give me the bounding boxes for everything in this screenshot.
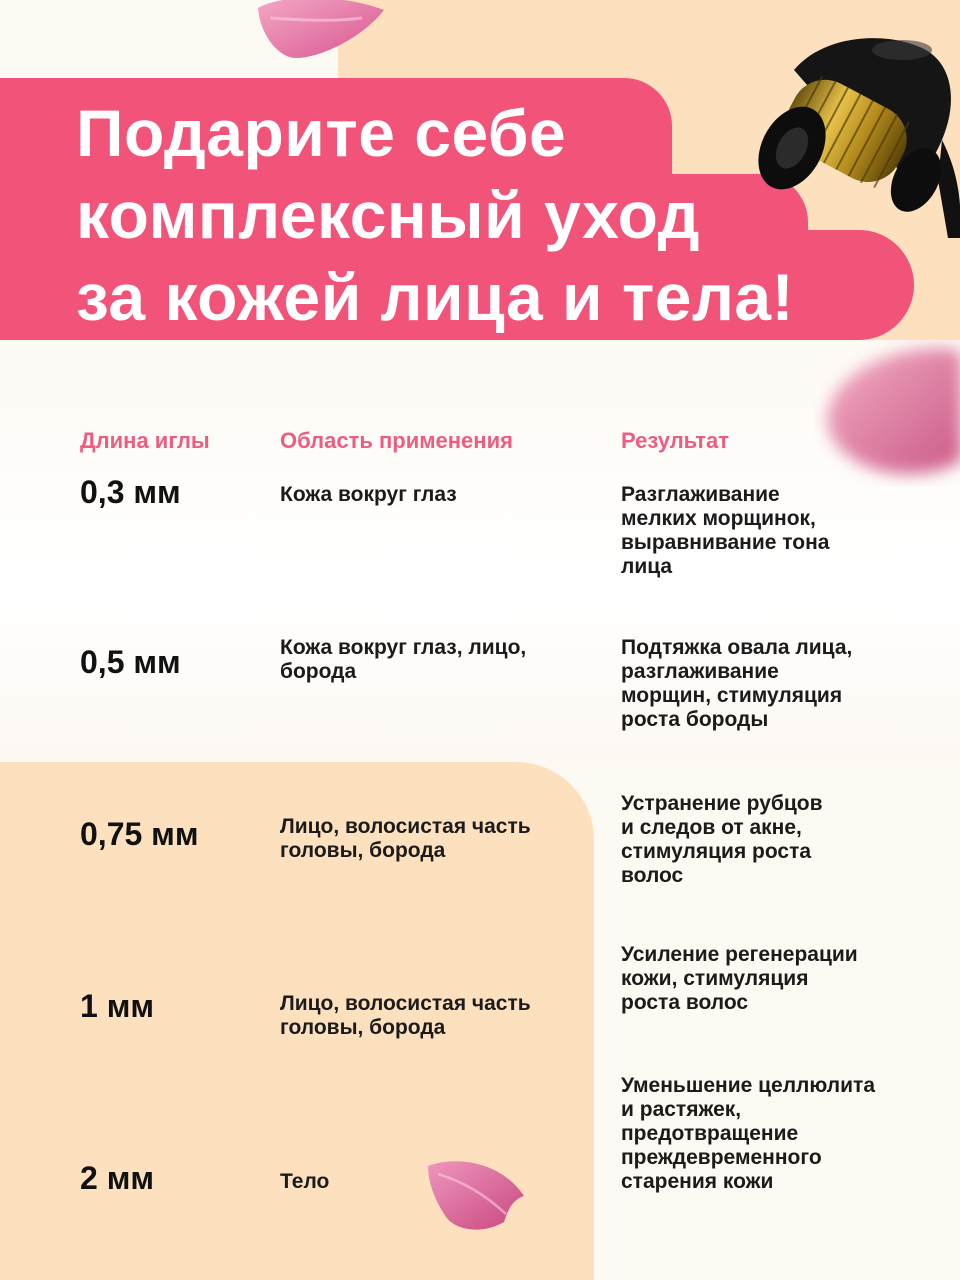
row-4-result xyxy=(621,943,921,1015)
row-2-result-line: морщин, стимуляция xyxy=(621,684,843,707)
row-5-area-line: Тело xyxy=(280,1170,330,1193)
row-5-length: 2 мм xyxy=(80,1160,155,1196)
row-2-length: 0,5 мм xyxy=(80,644,181,680)
row-3-result-line: и следов от акне, xyxy=(621,816,802,839)
row-1-area xyxy=(280,483,580,507)
row-3-result-line: волос xyxy=(621,864,684,887)
row-1-result-line: мелких морщинок, xyxy=(621,507,816,530)
headline xyxy=(76,92,794,338)
row-4-result-line: роста волос xyxy=(621,991,749,1014)
row-1-area-line: Кожа вокруг глаз xyxy=(280,483,457,506)
flower-petal-right-blurred-icon xyxy=(812,340,960,490)
row-4-length: 1 мм xyxy=(80,988,155,1024)
header-length: Длина иглы xyxy=(80,428,210,453)
row-4-result-line: Усиление регенерации xyxy=(621,943,858,966)
row-4-area-line: головы, борода xyxy=(280,1016,446,1039)
row-5-result xyxy=(621,1074,921,1194)
row-3-result-line: Устранение рубцов xyxy=(621,792,823,815)
row-5-result-line: Уменьшение целлюлита xyxy=(621,1074,876,1097)
row-2-area xyxy=(280,636,580,684)
row-2-result-line: роста бороды xyxy=(621,708,769,731)
header-result: Результат xyxy=(621,428,730,453)
row-5-result-line: предотвращение xyxy=(621,1122,799,1145)
row-5-result-line: и растяжек, xyxy=(621,1098,742,1121)
flower-petal-bottom-icon xyxy=(424,1156,528,1236)
flower-petal-top-icon xyxy=(252,0,388,62)
row-3-result xyxy=(621,792,921,888)
headline-line-2: комплексный уход xyxy=(76,178,700,252)
row-3-result-line: стимуляция роста xyxy=(621,840,812,863)
row-4-area xyxy=(280,992,580,1040)
row-2-result-line: разглаживание xyxy=(621,660,779,683)
row-1-length: 0,3 мм xyxy=(80,474,181,510)
header-area: Область применения xyxy=(280,428,513,453)
row-5-result-line: старения кожи xyxy=(621,1170,774,1193)
row-5-result-line: преждевременного xyxy=(621,1146,822,1169)
row-3-length: 0,75 мм xyxy=(80,816,199,852)
row-2-area-line: борода xyxy=(280,660,357,683)
row-2-area-line: Кожа вокруг глаз, лицо, xyxy=(280,636,527,659)
derma-roller-image-icon xyxy=(752,30,960,238)
row-3-area-line: головы, борода xyxy=(280,839,446,862)
row-2-result xyxy=(621,636,921,732)
row-1-result-line: лица xyxy=(621,555,673,578)
row-2-result-line: Подтяжка овала лица, xyxy=(621,636,853,659)
headline-line-3: за кожей лица и тела! xyxy=(76,260,795,334)
row-4-result-line: кожи, стимуляция xyxy=(621,967,809,990)
row-3-area-line: Лицо, волосистая часть xyxy=(280,815,531,838)
row-1-result-line: Разглаживание xyxy=(621,483,780,506)
headline-line-1: Подарите себе xyxy=(76,96,567,170)
row-1-result-line: выравнивание тона xyxy=(621,531,830,554)
row-1-result xyxy=(621,483,921,579)
row-4-area-line: Лицо, волосистая часть xyxy=(280,992,531,1015)
row-3-area xyxy=(280,815,580,863)
